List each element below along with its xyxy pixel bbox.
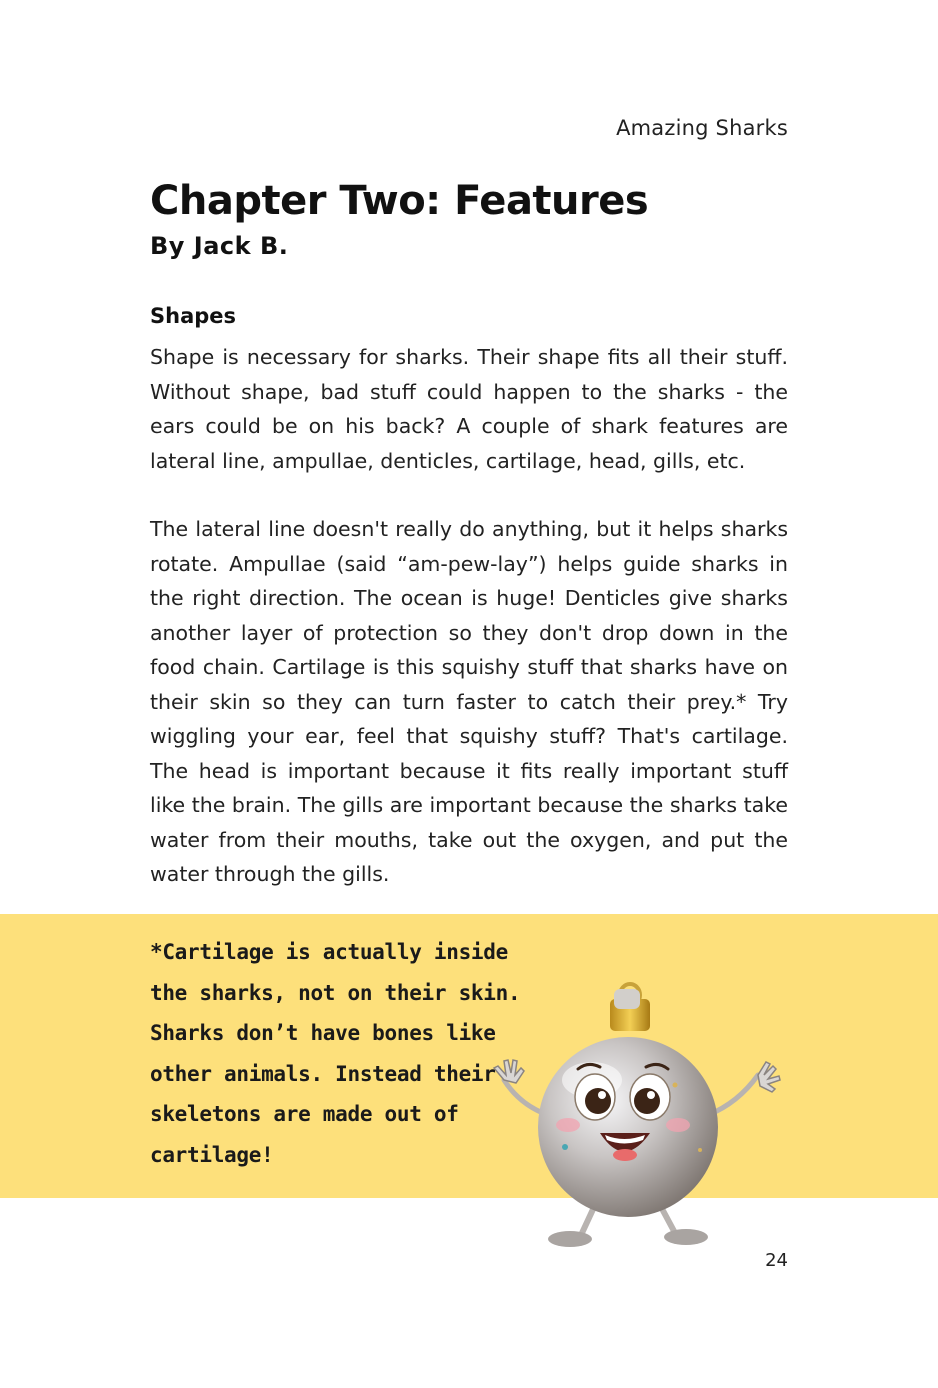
body-paragraph-1: Shape is necessary for sharks. Their shape fits all their stuff. Without shape, bad stuff could happen to the sharks - the ears could be on his back? A couple of shark features are lateral line, ampullae, denticles, cartilage, head, gills, etc. — [150, 345, 788, 473]
body-paragraph-2: The lateral line doesn't really do anything, but it helps sharks rotate. Ampullae (said “am-pew-lay”) helps guide sharks in the right direction. The ocean is huge! Denticles give sharks another layer of protection so they don't drop down in the food chain. Cartilage is this squishy stuff that sharks have on their skin so they can turn faster to catch their prey.* Try wiggling your ear, feel that squishy stuff? That's cartilage. The head is important because it fits really important stuff like the brain. The gills are important because the sharks take water from their mouths, take out the oxygen, and put the water through the gills. — [150, 517, 788, 886]
chapter-title: Chapter Two: Features — [150, 178, 649, 224]
running-head: Amazing Sharks — [616, 116, 788, 140]
page-number: 24 — [765, 1250, 788, 1271]
ornament-mascot-icon — [470, 975, 790, 1255]
author-byline: By Jack B. — [150, 232, 289, 260]
footnote-text: *Cartilage is actually inside the sharks, not on their skin. Sharks don’t have bones like other animals. Instead their skeletons are made out of cartilage! — [150, 940, 521, 1167]
section-heading: Shapes — [150, 304, 237, 328]
